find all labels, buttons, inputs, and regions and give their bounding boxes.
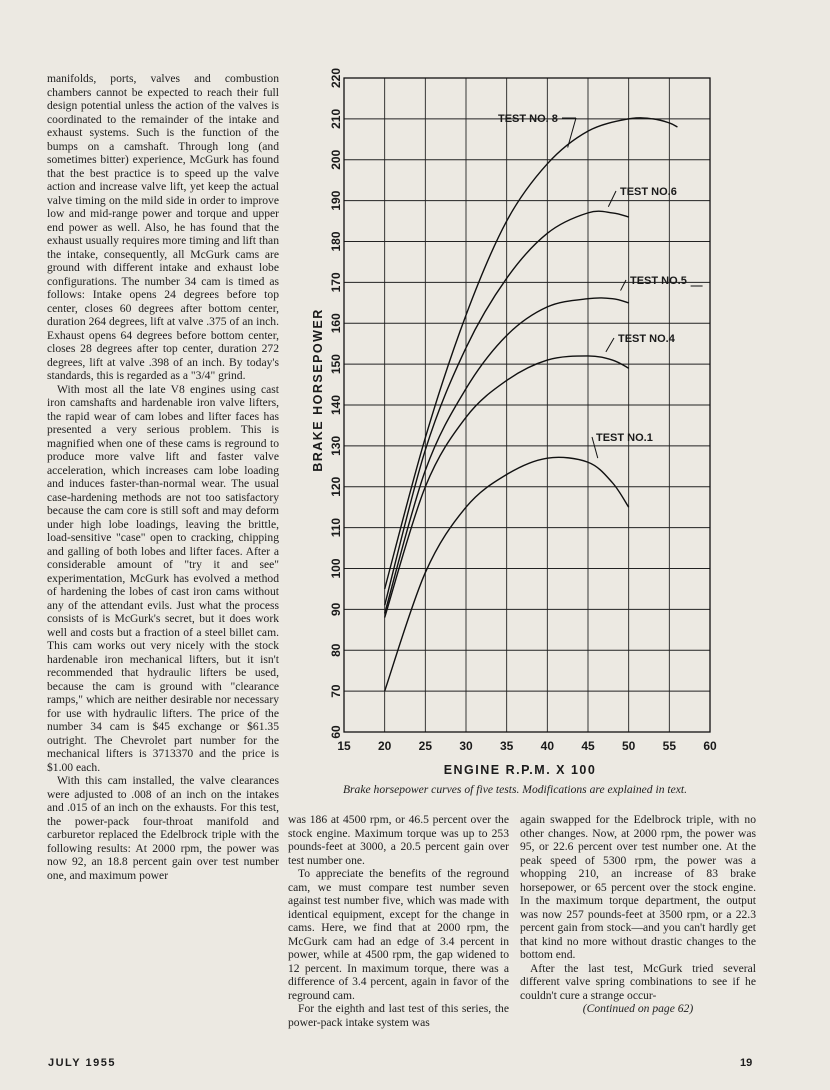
y-tick-label: 70 bbox=[329, 684, 343, 698]
paragraph: was 186 at 4500 rpm, or 46.5 percent over the stock engine. Maximum torque was up to 253 pounds-feet at 3000, a 20.5 percent gain over test number one. bbox=[288, 813, 509, 867]
paragraph: manifolds, ports, valves and combustion chambers cannot be expected to reach their full design potential unless the action of the valves is coordinated to the remainder of the intake and exhaust systems. Such is the function of the bumps on a camshaft. Through long (and sometimes bitter) experience, McGurk has found that the best practice is to speed up the valve action and increase valve lift, yet keep the actual valve timing on the mild side in order to improve low and mid-range power and torque and upper end power as well. Also, he has found that the exhaust usually requires more timing and lift than the intake, consequently, all McGurk cams are ground with different intake and exhaust lobe configurations. The number 34 cam is timed as follows: Intake opens 24 degrees before top center, closes 60 degrees after bottom center, duration 264 degrees, lift at valve .375 of an inch. Exhaust opens 64 degrees before bottom center, closes 28 degrees after top center, duration 272 degrees, lift at valve .398 of an inch. By today's standards, this is regarded as a "3/4" grind. bbox=[47, 72, 279, 382]
series-label: TEST NO.5 bbox=[630, 275, 687, 287]
series-label: TEST NO.4 bbox=[618, 333, 675, 345]
x-tick-label: 15 bbox=[337, 739, 351, 753]
series-label: TEST NO.6 bbox=[620, 186, 677, 198]
y-tick-label: 90 bbox=[329, 602, 343, 617]
x-tick-label: 50 bbox=[621, 739, 636, 753]
x-tick-label: 30 bbox=[459, 739, 473, 753]
chart-svg bbox=[300, 60, 730, 780]
y-tick-label: 190 bbox=[329, 190, 343, 211]
y-axis-title: BRAKE HORSEPOWER bbox=[311, 308, 325, 472]
figure-caption: Brake horsepower curves of five tests. Modifications are explained in text. bbox=[342, 783, 688, 796]
x-tick-label: 45 bbox=[581, 739, 595, 753]
right-text-column bbox=[520, 813, 756, 1016]
paragraph: To appreciate the benefits of the reground cam, we must compare test number seven against test number five, which was made with identical equipment, except for the change in cams. Here, we find that at 2000 rpm, the McGurk cam had an edge of 3.4 percent in power, while at 4500 rpm, the gap widened to 12 percent. In maximum torque, there was a difference of 3.4 percent, again in favor of the reground cam. bbox=[288, 867, 509, 1002]
paragraph: With most all the late V8 engines using cast iron camshafts and hardenable iron valve lifters, the rapid wear of cam lobes and lifter faces has presented a very serious problem. This is magnified when one of these cams is reground to produce more valve lift and faster valve acceleration, which increases cam lobe loading and induces faster-than-normal wear. The usual case-hardening methods are not too satisfactory because the cam core is still soft and may deform under high lobe loadings, leaving the brittle, load-sensitive "case" open to cracking, chipping and galling of both lobes and lifter faces. After a considerable amount of "try it and see" experimentation, McGurk has evolved a method of hardening the lobes of cast iron cams without any of the attendant evils. Just what the process consists of is McGurk's secret, but it does work well and costs but a fraction of a steel billet cam. This cam works out very nicely with the stock hardenable iron mechanical lifters, but it isn't recommended that hydraulic lifters be used, because the cam is ground with "clearance ramps," which are neither desirable nor necessary for use with hydraulic lifters. The price of the number 34 cam is $45 exchange or $61.35 outright. The Chevrolet part number for the mechanical lifters is 3713370 and the price is $1.00 each. bbox=[47, 382, 279, 774]
y-tick-label: 210 bbox=[329, 108, 343, 129]
y-tick-label: 160 bbox=[329, 313, 343, 334]
y-tick-label: 150 bbox=[329, 354, 343, 375]
middle-text-column bbox=[288, 813, 509, 1029]
y-tick-label: 140 bbox=[329, 394, 343, 416]
series-label: TEST NO.1 bbox=[596, 432, 653, 444]
brake-horsepower-chart bbox=[300, 60, 730, 780]
x-tick-label: 60 bbox=[703, 739, 717, 753]
y-tick-label: 130 bbox=[329, 435, 343, 456]
y-tick-label: 80 bbox=[329, 643, 343, 657]
x-tick-label: 40 bbox=[540, 739, 555, 753]
y-tick-label: 200 bbox=[329, 149, 343, 170]
label-leader bbox=[568, 118, 576, 147]
y-tick-label: 120 bbox=[329, 476, 343, 497]
y-tick-label: 60 bbox=[329, 725, 343, 739]
x-axis-title: ENGINE R.P.M. X 100 bbox=[443, 763, 597, 777]
footer-date: JULY 1955 bbox=[48, 1057, 116, 1069]
left-text-column bbox=[47, 72, 279, 882]
x-tick-label: 20 bbox=[377, 739, 392, 753]
series-label: TEST NO. 8 bbox=[498, 113, 558, 125]
continued-note: (Continued on page 62) bbox=[582, 1002, 694, 1015]
page-number: 19 bbox=[740, 1057, 753, 1069]
paragraph: again swapped for the Edelbrock triple, with no other changes. Now, at 2000 rpm, the power was 95, or 22.6 percent over test number one. At the peak speed of 5300 rpm, the power was a whopping 210, an increase of 83 brake horsepower, or 65 percent over the stock engine. In the maximum torque department, the output was now 257 pounds-feet at 3500 rpm, or a 22.3 percent gain from stock—and you can't hardly get that kind no more without drastic changes to the bottom end. bbox=[520, 813, 756, 961]
x-tick-label: 55 bbox=[662, 739, 677, 753]
x-tick-label: 25 bbox=[418, 739, 433, 753]
y-tick-label: 180 bbox=[329, 231, 343, 252]
label-leader bbox=[621, 280, 626, 291]
y-tick-label: 110 bbox=[329, 517, 343, 538]
label-leader bbox=[608, 191, 616, 207]
paragraph: With this cam installed, the valve clearances were adjusted to .008 of an inch on the intakes and .015 of an inch on the exhausts. For this test, the power-pack four-throat manifold and carburetor replaced the Edelbrock triple with the following results: At 2000 rpm, the power was now 92, an 18.8 percent gain over test number one, and maximum power bbox=[47, 774, 279, 882]
paragraph: After the last test, McGurk tried several different valve spring combinations to see if he couldn't cure a strange occur- bbox=[520, 961, 756, 1002]
y-tick-label: 220 bbox=[329, 67, 343, 89]
y-tick-label: 170 bbox=[329, 272, 343, 293]
x-tick-label: 35 bbox=[499, 739, 514, 753]
y-tick-label: 100 bbox=[329, 558, 343, 579]
paragraph: For the eighth and last test of this series, the power-pack intake system was bbox=[288, 1002, 509, 1029]
label-leader bbox=[606, 338, 614, 352]
